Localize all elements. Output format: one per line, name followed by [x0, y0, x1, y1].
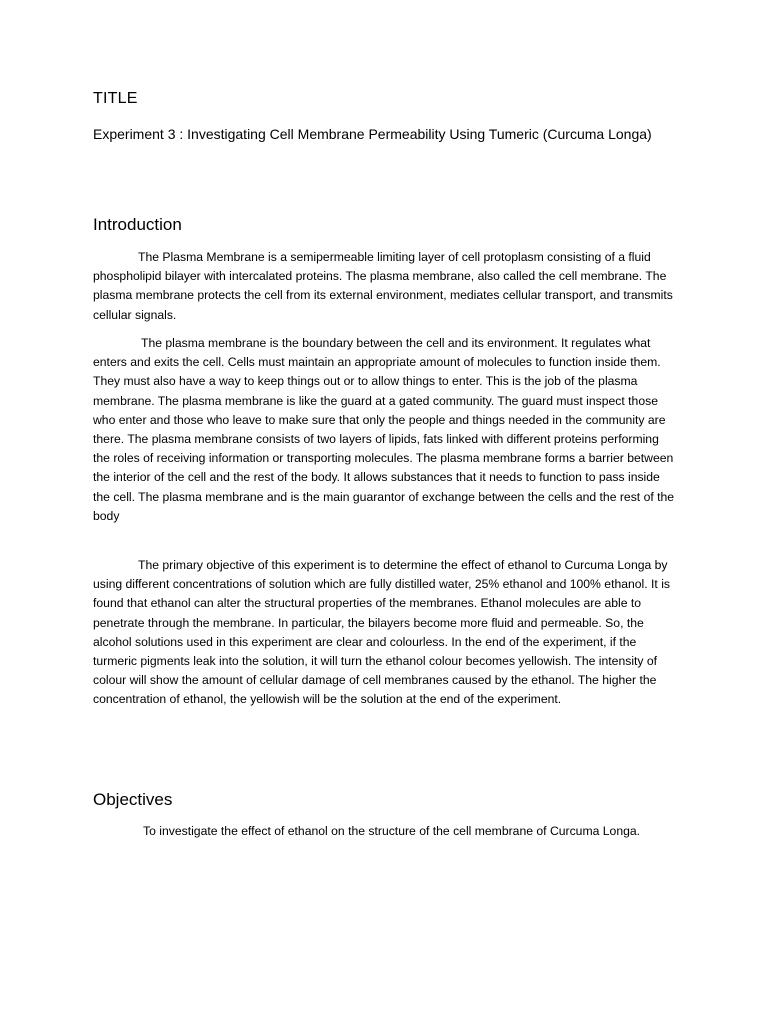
title-label: TITLE — [93, 90, 138, 107]
experiment-title: Experiment 3 : Investigating Cell Membrane Permeability Using Tumeric (Curcuma Longa) — [93, 126, 652, 142]
introduction-paragraph-2: The plasma membrane is the boundary between the cell and its environment. It regulates what enters and exits the cell. Cells must maintain an appropriate amount of molecules to function inside them. They must also have a way to keep things out or to allow things to enter. This is the job of the plasma membrane. The plasma membrane is like the guard at a gated community. The guard must inspect those who enter and those who leave to make sure that only the people and things needed in the community are there. The plasma membrane consists of two layers of lipids, fats linked with different proteins performing the roles of receiving information or transporting molecules. The plasma membrane forms a barrier between the interior of the cell and the rest of the body. It allows substances that it needs to function to pass inside the cell. The plasma membrane and is the main guarantor of exchange between the cells and the rest of the body — [93, 336, 675, 523]
introduction-heading: Introduction — [93, 215, 182, 234]
objectives-heading: Objectives — [93, 790, 173, 809]
introduction-paragraph-3: The primary objective of this experiment is to determine the effect of ethanol to Curcuma Longa by using different concentrations of solution which are fully distilled water, 25% ethanol and 100% ethanol. It is found that ethanol can alter the structural properties of the membranes. Ethanol molecules are able to penetrate through the membrane. In particular, the bilayers become more fluid and permeable. So, the alcohol solutions used in this experiment are clear and colourless. In the end of the experiment, if the turmeric pigments leak into the solution, it will turn the ethanol colour becomes yellowish. The intensity of colour will show the amount of cellular damage of cell membranes caused by the ethanol. The higher the concentration of ethanol, the yellowish will be the solution at the end of the experiment. — [93, 558, 671, 707]
introduction-paragraph-1: The Plasma Membrane is a semipermeable limiting layer of cell protoplasm consisting of a fluid phospholipid bilayer with intercalated proteins. The plasma membrane, also called the cell membrane. The plasma membrane protects the cell from its external environment, mediates cellular transport, and transmits cellular signals. — [93, 250, 673, 322]
objectives-paragraph: To investigate the effect of ethanol on the structure of the cell membrane of Curcuma Longa. — [143, 824, 641, 838]
